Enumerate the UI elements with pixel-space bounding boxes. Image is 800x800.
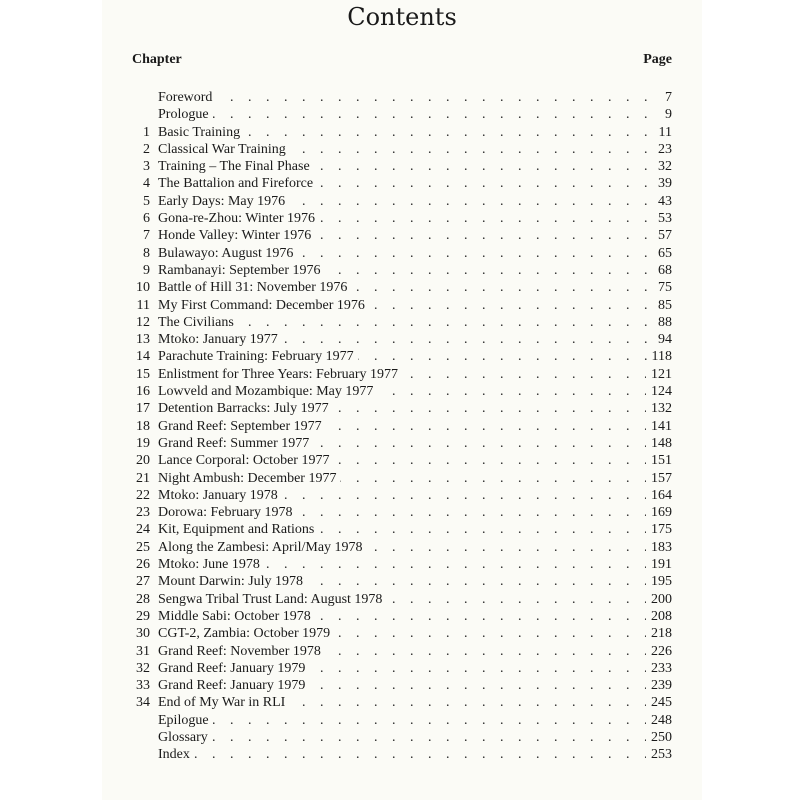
chapter-title: Grand Reef: January 1979 [158,661,309,676]
chapter-number: 9 [143,262,150,278]
chapter-title: Mtoko: June 1978 [158,557,264,572]
chapter-number: 23 [136,505,150,521]
chapter-number: 13 [136,332,150,348]
chapter-title: Battle of Hill 31: November 1976 [158,280,351,295]
chapter-title-leader [158,193,672,210]
chapter-title: Detention Barracks: July 1977 [158,401,333,416]
chapter-title: Honde Valley: Winter 1976 [158,228,315,243]
toc-entry[interactable] [102,643,702,660]
page-column-header: Page [643,52,672,67]
chapter-number: 27 [136,574,150,590]
page-number: 118 [647,348,672,365]
toc-entry[interactable] [102,625,702,642]
page-number: 68 [653,262,672,279]
chapter-title: Training – The Final Phase [158,159,314,174]
page-number: 75 [653,279,672,296]
chapter-number: 17 [136,401,150,417]
chapter-title-leader [158,660,672,677]
toc-entry[interactable] [102,383,702,400]
toc-entry[interactable] [102,556,702,573]
chapter-title-leader [158,245,672,262]
chapter-title: Basic Training [158,125,244,140]
page-number: 43 [653,193,672,210]
chapter-title-leader [158,400,672,417]
chapter-title: Along the Zambesi: April/May 1978 [158,540,367,555]
page-number: 245 [646,694,672,711]
chapter-title: Enlistment for Three Years: February 1977 [158,367,402,382]
chapter-title-leader [158,521,672,538]
chapter-title: Rambanayi: September 1976 [158,263,325,278]
contents-page [102,0,702,800]
chapter-title-leader [158,366,672,383]
chapter-title: Classical War Training [158,142,290,157]
chapter-title: Kit, Equipment and Rations [158,522,318,537]
chapter-number: 2 [143,141,150,157]
chapter-number: 21 [136,470,150,486]
chapter-title-leader [158,712,672,729]
chapter-number: 7 [143,228,150,244]
toc-entry[interactable] [102,245,702,262]
chapter-title-leader [158,158,672,175]
toc-entry[interactable] [102,262,702,279]
chapter-number: 20 [136,453,150,469]
toc-entry[interactable] [102,279,702,296]
chapter-number: 22 [136,487,150,503]
chapter-title-leader [158,452,672,469]
page-number: 23 [653,141,672,158]
chapter-number: 12 [136,314,150,330]
chapter-number: 6 [143,211,150,227]
page-number: 200 [646,591,672,608]
toc-entry[interactable] [102,193,702,210]
page-number: 239 [646,677,672,694]
chapter-title-leader [158,573,672,590]
page-number: 164 [646,487,672,504]
chapter-title-leader [158,608,672,625]
page-number: 39 [653,175,672,192]
chapter-title-leader [158,210,672,227]
toc-entry[interactable] [102,452,702,469]
chapter-number: 14 [136,349,150,365]
chapter-number: 32 [136,660,150,676]
chapter-number: 8 [143,245,150,261]
chapter-title: Dorowa: February 1978 [158,505,297,520]
chapter-number: 30 [136,626,150,642]
chapter-title-leader [158,487,672,504]
chapter-title: The Civilians [158,315,238,330]
toc-entry[interactable] [102,746,702,763]
chapter-title: Glossary [158,730,212,745]
toc-entry[interactable] [102,89,702,106]
chapter-title: Bulawayo: August 1976 [158,246,297,261]
chapter-title-leader [158,262,672,279]
page-number: 85 [653,297,672,314]
chapter-title: Early Days: May 1976 [158,194,289,209]
toc-entry[interactable] [102,210,702,227]
chapter-title: Lance Corporal: October 1977 [158,453,333,468]
chapter-title: Sengwa Tribal Trust Land: August 1978 [158,592,386,607]
chapter-title: Mount Darwin: July 1978 [158,574,307,589]
chapter-title: Mtoko: January 1978 [158,488,282,503]
chapter-title-leader [158,435,672,452]
chapter-title-leader [158,279,672,296]
page-title: Contents [347,3,457,31]
page-number: 233 [646,660,672,677]
chapter-title-leader [158,348,672,365]
toc-entry[interactable] [102,660,702,677]
toc-entry[interactable] [102,331,702,348]
chapter-title: Lowveld and Mozambique: May 1977 [158,384,377,399]
chapter-number: 19 [136,435,150,451]
page-number: 121 [646,366,672,383]
page-number: 175 [646,521,672,538]
chapter-title: Grand Reef: September 1977 [158,419,326,434]
chapter-title-leader [158,729,672,746]
toc-entry[interactable] [102,366,702,383]
chapter-number: 34 [136,695,150,711]
page-number: 157 [646,470,672,487]
chapter-title-leader [158,175,672,192]
page-number: 250 [646,729,672,746]
toc-entry[interactable] [102,175,702,192]
page-number: 94 [653,331,672,348]
chapter-number: 31 [136,643,150,659]
toc-entry[interactable] [102,314,702,331]
page-number: 218 [646,625,672,642]
page-number: 132 [646,400,672,417]
chapter-title: CGT-2, Zambia: October 1979 [158,626,334,641]
chapter-title: Middle Sabi: October 1978 [158,609,315,624]
toc-entry[interactable] [102,124,702,141]
chapter-title: Gona-re-Zhou: Winter 1976 [158,211,319,226]
toc-entry[interactable] [102,504,702,521]
chapter-number: 10 [136,280,150,296]
chapter-title: Grand Reef: November 1978 [158,644,325,659]
toc-entry[interactable] [102,729,702,746]
chapter-title-leader [158,591,672,608]
page-number: 191 [646,556,672,573]
chapter-title: End of My War in RLI [158,695,289,710]
chapter-number: 16 [136,384,150,400]
page-number: 88 [653,314,672,331]
toc-entry[interactable] [102,521,702,538]
toc-entry[interactable] [102,591,702,608]
chapter-column-header: Chapter [132,52,182,67]
toc-entry[interactable] [102,297,702,314]
chapter-title: The Battalion and Fireforce [158,176,317,191]
page-number: 248 [646,712,672,729]
chapter-number: 11 [136,297,150,313]
chapter-title-leader [158,124,672,141]
chapter-title-leader [158,625,672,642]
chapter-title-leader [158,383,672,400]
chapter-title-leader [158,643,672,660]
toc-entry[interactable] [102,141,702,158]
chapter-number: 24 [136,522,150,538]
chapter-title-leader [158,504,672,521]
page-number: 151 [646,452,672,469]
chapter-title: Prologue [158,107,213,122]
chapter-number: 25 [136,539,150,555]
chapter-title-leader [158,418,672,435]
chapter-title-leader [158,331,672,348]
toc-entry[interactable] [102,487,702,504]
page-number: 253 [646,746,672,763]
page-number: 53 [653,210,672,227]
chapter-number: 1 [143,124,150,140]
chapter-title: Epilogue [158,713,213,728]
page-number: 141 [646,418,672,435]
chapter-number: 29 [136,608,150,624]
chapter-title: Grand Reef: Summer 1977 [158,436,313,451]
page-number: 32 [653,158,672,175]
page-number: 7 [660,89,672,106]
toc-entry[interactable] [102,694,702,711]
toc-entry[interactable] [102,470,702,487]
chapter-title-leader [158,470,672,487]
chapter-title-leader [158,677,672,694]
chapter-title: Mtoko: January 1977 [158,332,282,347]
toc-entry[interactable] [102,418,702,435]
chapter-number: 3 [143,159,150,175]
toc-entry[interactable] [102,573,702,590]
toc-entry[interactable] [102,106,702,123]
toc-entry[interactable] [102,677,702,694]
toc-entry[interactable] [102,158,702,175]
page-number: 148 [646,435,672,452]
chapter-title-leader [158,227,672,244]
page-number: 65 [653,245,672,262]
chapter-title-leader [158,89,672,106]
chapter-title: Parachute Training: February 1977 [158,349,358,364]
page-number: 11 [654,124,672,141]
chapter-title-leader [158,106,672,123]
toc-entry[interactable] [102,712,702,729]
table-of-contents [102,89,702,764]
toc-entry[interactable] [102,435,702,452]
chapter-title-leader [158,556,672,573]
chapter-title-leader [158,141,672,158]
chapter-title: Foreword [158,90,216,105]
chapter-title: My First Command: December 1976 [158,298,369,313]
toc-entry[interactable] [102,400,702,417]
page-number: 169 [646,504,672,521]
chapter-number: 15 [136,366,150,382]
toc-entry[interactable] [102,608,702,625]
toc-entry[interactable] [102,348,702,365]
page-number: 124 [646,383,672,400]
chapter-title-leader [158,297,672,314]
chapter-number: 18 [136,418,150,434]
chapter-number: 33 [136,678,150,694]
chapter-number: 4 [143,176,150,192]
page-number: 226 [646,643,672,660]
chapter-number: 5 [143,193,150,209]
chapter-title-leader [158,746,672,763]
page-number: 195 [646,573,672,590]
page-number: 208 [646,608,672,625]
chapter-number: 28 [136,591,150,607]
chapter-title-leader [158,314,672,331]
toc-entry[interactable] [102,227,702,244]
chapter-title-leader [158,694,672,711]
chapter-number: 26 [136,557,150,573]
page-number: 9 [660,106,672,123]
chapter-title: Index [158,747,194,762]
chapter-title: Night Ambush: December 1977 [158,471,340,486]
toc-entry[interactable] [102,539,702,556]
page-number: 183 [646,539,672,556]
page-number: 57 [653,227,672,244]
chapter-title-leader [158,539,672,556]
chapter-title: Grand Reef: January 1979 [158,678,309,693]
